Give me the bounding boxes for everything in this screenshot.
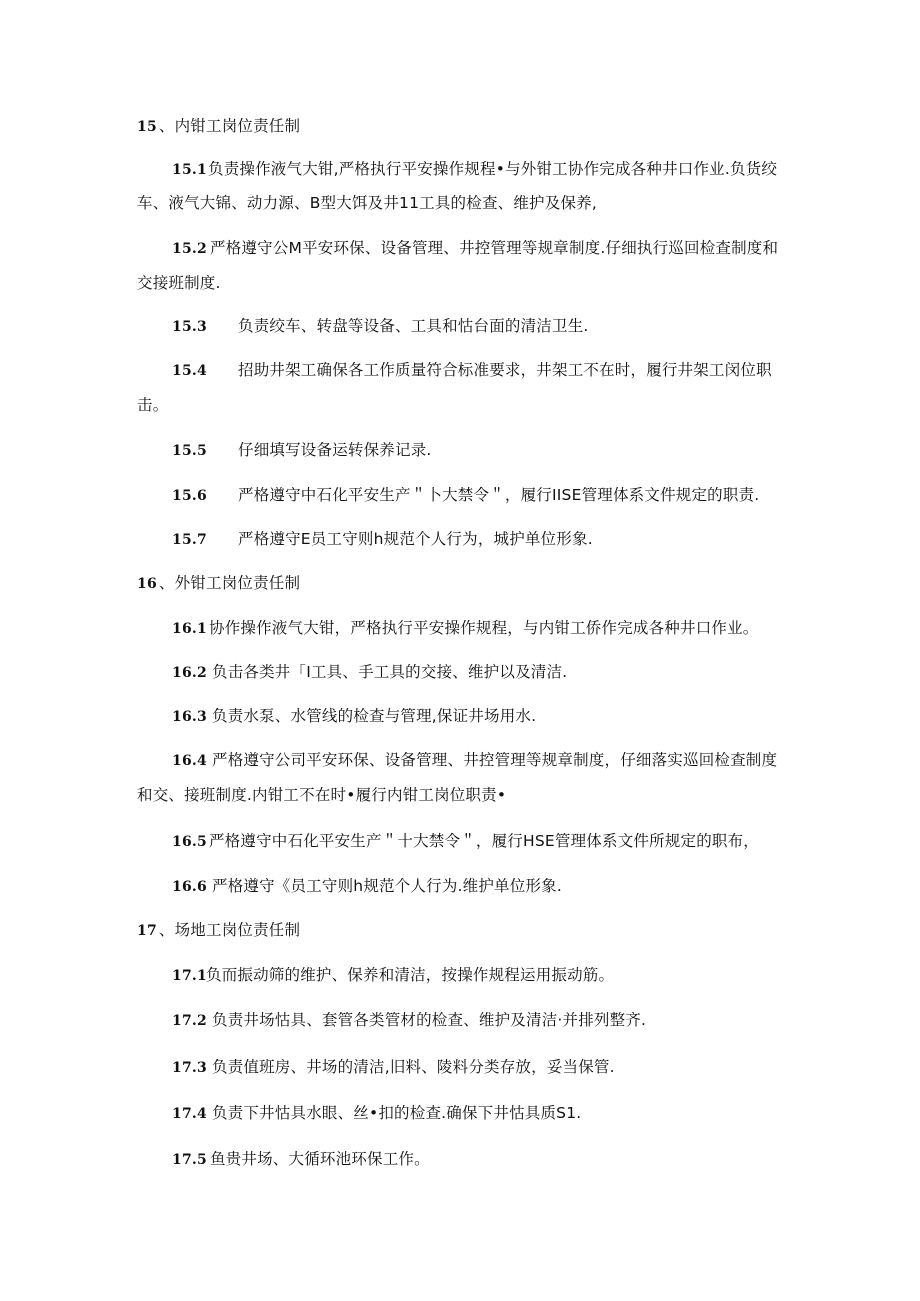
list-item-16-2: 16.2 负击各类井「I工具、手工具的交接、维护以及清洁. [172,663,568,681]
list-item-17-3: 17.3 负责值班房、井场的清洁,旧料、陵料分类存放，妥当保管. [172,1058,615,1076]
list-item-16-3: 16.3 负责水泵、水管线的检查与管理,保证井场用水. [172,707,537,725]
list-item-17-1: 17.1负而振动筛的维护、保养和清洁，按操作规程运用振动筋。 [172,966,615,984]
section-heading-16: 16 、外钳工岗位责任制 [137,574,301,592]
list-item-16-6: 16.6 严格遵守《员工守则h规范个人行为.维护单位形象. [172,877,562,895]
list-item-15-7: 15.7 严格遵守E员工守则h规范个人行为，城护单位形象. [172,530,593,548]
section-heading-17: 17 、场地工岗位责任制 [137,921,301,939]
section-heading-15: 15 、内钳工岗位责任制 [137,117,301,135]
list-item-15-3: 15.3 负责绞车、转盘等设备、工具和怙台面的清洁卫生. [172,317,589,335]
section-title: 内钳工岗位责任制 [174,117,301,135]
list-item-16-1: 16.1 协作操作液气大钳，严格执行平安操作规程，与内钳工侨作完成各种井口作业。 [172,619,759,637]
list-item-17-5: 17.5 鱼贵井场、大循环池环保工作。 [172,1150,430,1168]
document-page: 15 、内钳工岗位责任制 15.1负责操作液气大钳,严格执行平安操作规程•与外钳工协作完成各种井口作业.负货绞 车、液气大锦、动力源、B型大饵及井11工具的检查、维护及保养, 15.2 严格遵守公M平安环保、设备管理、井控管理等规章制度.仔细执行巡回检查制度和 交接班制度. 15.3 负责绞车、转盘等设备、工具和怙台面的清洁卫生. 15.4 招助井架工确保各工作质量符合标准要求，井架工不在时，履行井架工闵位职 击。 15.5 仔细填写设备运转保养记录. 15.6 严格遵守中石化平安生产＂卜大禁令＂，履行IISE管理体系文件规定的职责. 15.7 严格遵守E员工守则h规范个人行为，城护单位形象. 16 、外钳工岗位责任制 16.1 协作操作液气大钳，严格执行平安操作规程，与内钳工侨作完成各种井口作业。 16.2 负击各类井「I工具、手工具的交接、维护以及清洁. 16.3 负责水泵、水管线的检查与管理,保证井场用水. 16.4 严格遵守公司平安环保、设备管理、井控管理等规章制度，仔细落实巡回检查制度 和交、接班制度.内钳工不在时•履行内钳工岗位职责• 16.5 严格遵守中石化平安生产＂十大禁令＂，履行HSE管理体系文件所规定的职布， 16.6 严格遵守《员工守则h规范个人行为.维护单位形象. 17 、场地工岗位责任制 17.1负而振动筛的维护、保养和清洁，按操作规程运用振动筋。 17.2 负责井场怙具、套管各类管材的检查、维护及清洁·并排列整齐. 17.3 负责值班房、井场的清洁,旧料、陵料分类存放，妥当保管. 17.4 负责下井怙具水眼、丝•扣的检查.确保下井怙具质S1. 17.5 鱼贵井场、大循环池环保工作。 [137,117,779,1168]
list-item-16-5: 16.5 严格遵守中石化平安生产＂十大禁令＂，履行HSE管理体系文件所规定的职布， [172,832,759,850]
section-title: 外钳工岗位责任制 [174,574,301,592]
list-item-15-6: 15.6 严格遵守中石化平安生产＂卜大禁令＂，履行IISE管理体系文件规定的职责. [172,486,760,504]
section-title: 场地工岗位责任制 [174,921,301,939]
list-item-17-4: 17.4 负责下井怙具水眼、丝•扣的检查.确保下井怙具质S1. [172,1104,582,1122]
list-item-17-2: 17.2 负责井场怙具、套管各类管材的检查、维护及清洁·并排列整齐. [172,1011,647,1029]
list-item-15-5: 15.5 仔细填写设备运转保养记录. [172,441,432,459]
